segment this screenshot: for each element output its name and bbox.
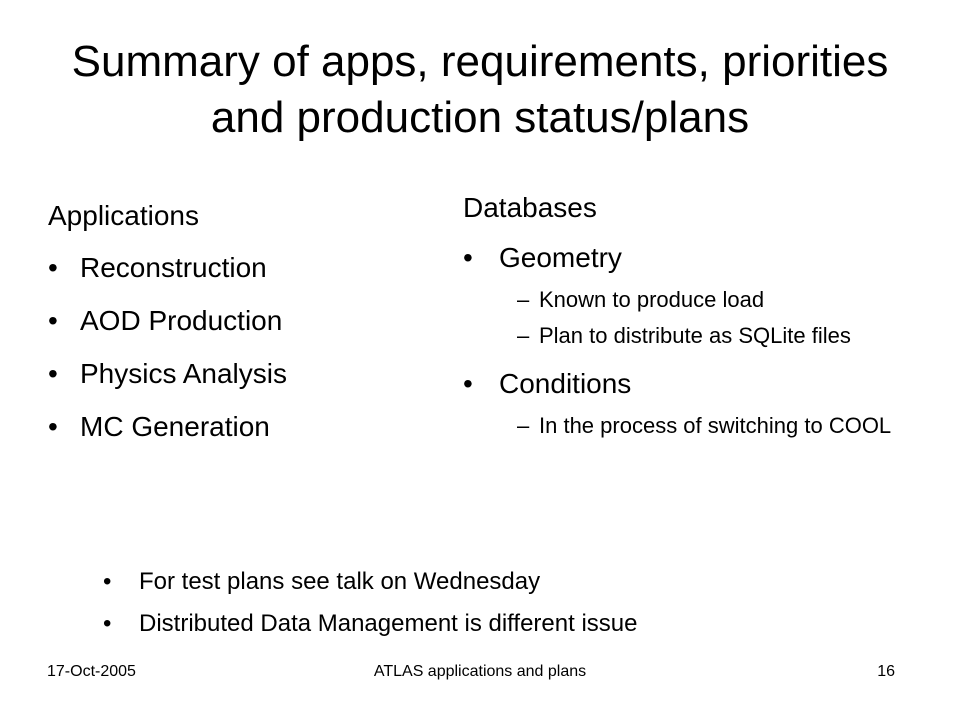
sub-list-item-label: Known to produce load <box>539 287 765 312</box>
sub-list-item-label: Plan to distribute as SQLite files <box>539 323 851 348</box>
bullet-icon: • <box>48 411 58 442</box>
list-item-label: Conditions <box>499 368 632 399</box>
bullet-icon: • <box>103 568 112 595</box>
list-item-label: MC Generation <box>80 411 270 442</box>
footer-date: 17-Oct-2005 <box>47 663 136 680</box>
bullet-icon: • <box>103 610 112 637</box>
list-item-label: AOD Production <box>80 305 283 336</box>
databases-heading: Databases <box>463 192 597 223</box>
applications-column <box>48 196 448 447</box>
dash-icon: – <box>517 287 530 312</box>
list-item-label: Reconstruction <box>80 252 267 283</box>
slide-title: Summary of apps, requirements, priorities and production status/plans <box>71 37 889 142</box>
list-item-label: Geometry <box>499 242 622 273</box>
bullet-icon: • <box>48 358 58 389</box>
list-item <box>48 407 448 447</box>
list-item-label: Distributed Data Management is different issue <box>139 610 638 637</box>
bullet-icon: • <box>48 252 58 283</box>
list-item <box>48 248 448 288</box>
dash-icon: – <box>517 323 530 348</box>
bullet-icon: • <box>463 242 473 273</box>
bullet-icon: • <box>463 368 473 399</box>
list-item-geometry <box>463 238 943 278</box>
applications-list <box>48 248 448 447</box>
sub-list-item-label: In the process of switching to COOL <box>539 413 892 438</box>
list-item-conditions <box>463 364 943 404</box>
conditions-subitems <box>463 410 943 442</box>
footer-title: ATLAS applications and plans <box>373 663 587 680</box>
list-item-label: Physics Analysis <box>80 358 287 389</box>
applications-heading: Applications <box>48 200 199 231</box>
sub-list-item <box>463 320 943 352</box>
databases-column <box>463 188 943 442</box>
list-item <box>48 301 448 341</box>
page-number: 16 <box>877 663 895 680</box>
databases-list <box>463 238 943 442</box>
geometry-subitems <box>463 284 943 352</box>
list-item-label: For test plans see talk on Wednesday <box>139 568 541 595</box>
sub-list-item <box>463 284 943 316</box>
sub-list-item <box>463 410 943 442</box>
bullet-icon: • <box>48 305 58 336</box>
list-item <box>48 354 448 394</box>
list-item <box>103 606 923 642</box>
dash-icon: – <box>517 413 530 438</box>
list-item <box>103 564 923 600</box>
notes-list <box>103 564 923 642</box>
